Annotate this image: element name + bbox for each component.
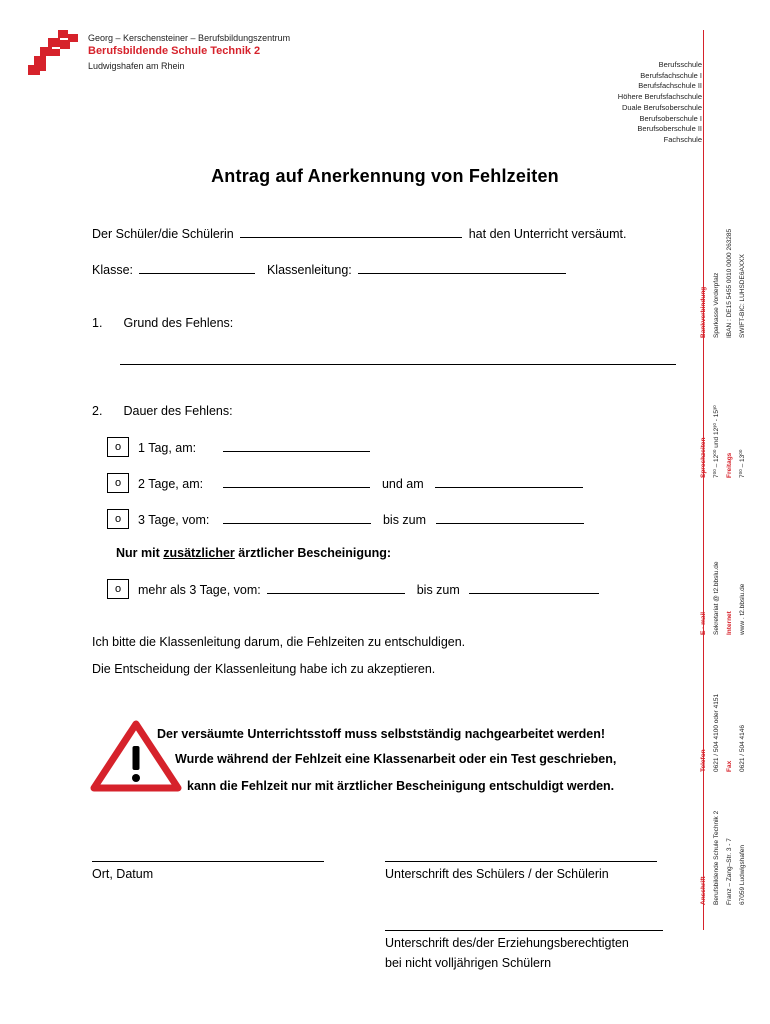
option-3-days-checkbox[interactable]: o <box>107 509 129 529</box>
sidebar-hours <box>697 405 749 478</box>
reason-label: Grund des Fehlens: <box>123 316 234 330</box>
sidebar-fax-label: Fax <box>726 760 733 772</box>
option-more-days-row <box>138 582 599 597</box>
option-more-days-to-field[interactable] <box>469 582 599 594</box>
sidebar-friday-label: Freitags <box>726 452 733 478</box>
sidebar-mail-label: E - mail <box>700 611 707 635</box>
school-type: Berufsoberschule II <box>637 124 702 134</box>
reason-heading <box>92 316 233 330</box>
sidebar-address <box>697 811 749 905</box>
sidebar-mail-line1: Sekretariat @ t2.bbslu.de <box>713 561 720 635</box>
attest-note <box>116 546 391 560</box>
duration-label: Dauer des Fehlens: <box>123 404 233 418</box>
student-signature-label: Unterschrift des Schülers / der Schülerin <box>385 867 609 881</box>
parent-signature-field[interactable] <box>385 930 663 931</box>
teacher-field[interactable] <box>358 262 566 274</box>
school-type: Fachschule <box>663 134 702 144</box>
class-row <box>92 262 566 277</box>
school-city: Ludwigshafen am Rhein <box>88 61 185 71</box>
warning-line-3: kann die Fehlzeit nur mit ärztlicher Bescheinigung entschuldigt werden. <box>187 779 615 793</box>
school-type: Berufsoberschule I <box>639 113 702 123</box>
option-more-days-to-label: bis zum <box>416 583 460 597</box>
school-type: Berufsfachschule I <box>640 70 702 80</box>
student-row <box>92 226 626 241</box>
request-line-2: Die Entscheidung der Klassenleitung habe ich zu akzeptieren. <box>92 662 436 676</box>
sidebar-hours-label: Sprechzeiten <box>700 437 707 478</box>
sidebar-divider <box>703 30 704 930</box>
option-3-days-to-field[interactable] <box>436 512 584 524</box>
school-types-list <box>618 60 702 146</box>
option-3-days-to-label: bis zum <box>382 513 427 527</box>
sidebar-phone-line1: 0621 / 504 4100 oder 4151 <box>713 693 720 772</box>
sidebar-hours-line2: 7⁰⁰ – 13⁰⁰ <box>739 449 746 478</box>
option-3-days-row <box>138 512 584 527</box>
sidebar-hours-line1: 7⁰⁰ – 12⁰⁰ und 12³⁰ - 15³⁰ <box>713 405 720 478</box>
sidebar-bank-line3: SWIFT-BIC: LUHSDE6AXXX <box>739 254 746 338</box>
reason-field[interactable] <box>120 364 676 365</box>
option-3-days-label: 3 Tage, vom: <box>138 513 210 527</box>
option-2-days-checkbox[interactable]: o <box>107 473 129 493</box>
warning-line-2: Wurde während der Fehlzeit eine Klassenarbeit oder ein Test geschrieben, <box>175 752 617 766</box>
option-1-day-date-field[interactable] <box>223 440 370 452</box>
student-label: Der Schüler/die Schülerin <box>92 227 234 241</box>
sidebar-address-line2: Franz – Zang–Str. 3 - 7 <box>726 838 733 905</box>
option-2-days-and-label: und am <box>381 477 424 491</box>
duration-heading <box>92 404 233 418</box>
sidebar-phone-line2: 0621 / 504 4146 <box>739 725 746 772</box>
sidebar-bank-line2: IBAN : DE15 5455 0010 0000 263285 <box>726 228 733 338</box>
option-2-days-date1-field[interactable] <box>223 476 370 488</box>
option-2-days-date2-field[interactable] <box>435 476 583 488</box>
sidebar-address-line1: Berufsbildende Schule Technik 2 <box>713 810 720 905</box>
school-center-name: Georg – Kerschensteiner – Berufsbildungszentrum <box>88 33 291 43</box>
attest-emphasis: zusätzlicher <box>163 546 235 560</box>
school-name: Berufsbildende Schule Technik 2 <box>88 45 261 57</box>
option-1-day-row <box>138 440 370 455</box>
option-2-days-row <box>138 476 583 491</box>
sidebar-phone-label: Telefon <box>700 749 707 772</box>
school-type: Duale Berufsoberschule <box>621 102 702 112</box>
sidebar-address-line3: 67059 Ludwigshafen <box>739 845 746 905</box>
place-date-field[interactable] <box>92 861 324 862</box>
sidebar-bank <box>697 229 749 338</box>
sidebar-mail-line2: www . t2.bbslu.de <box>739 583 746 635</box>
option-more-days-from-field[interactable] <box>267 582 405 594</box>
warning-line-1: Der versäumte Unterrichtsstoff muss selbstständig nachgearbeitet werden! <box>157 727 606 741</box>
option-1-day-checkbox[interactable]: o <box>107 437 129 457</box>
parent-signature-label: Unterschrift des/der Erziehungsberechtigten <box>385 936 629 950</box>
teacher-label: Klassenleitung: <box>266 263 352 277</box>
attest-suffix: ärztlicher Bescheinigung: <box>234 546 392 560</box>
option-more-days-label: mehr als 3 Tage, vom: <box>138 583 261 597</box>
school-type: Berufsschule <box>658 60 702 69</box>
option-more-days-checkbox[interactable]: o <box>107 579 129 599</box>
student-suffix: hat den Unterricht versäumt. <box>468 227 627 241</box>
school-logo <box>28 30 80 78</box>
class-field[interactable] <box>139 262 255 274</box>
sidebar-internet-label: Internet <box>726 611 733 635</box>
reason-number: 1. <box>92 316 103 330</box>
school-type: Höhere Berufsfachschule <box>617 92 702 102</box>
student-signature-field[interactable] <box>385 861 657 862</box>
class-label: Klasse: <box>92 263 133 277</box>
sidebar-phone <box>697 694 749 772</box>
sidebar-address-label: Anschrift <box>700 876 707 905</box>
option-1-day-label: 1 Tag, am: <box>138 441 197 455</box>
request-line-1: Ich bitte die Klassenleitung darum, die Fehlzeiten zu entschuldigen. <box>92 635 466 649</box>
sidebar-bank-line1: Sparkasse Vorderpfalz <box>713 272 720 338</box>
attest-prefix: Nur mit <box>116 546 164 560</box>
place-date-label: Ort, Datum <box>92 867 154 881</box>
form-title: Antrag auf Anerkennung von Fehlzeiten <box>211 166 559 186</box>
option-3-days-from-field[interactable] <box>223 512 371 524</box>
student-name-field[interactable] <box>240 226 462 238</box>
school-type: Berufsfachschule II <box>638 81 702 91</box>
sidebar-mail <box>697 562 749 635</box>
parent-signature-note: bei nicht volljährigen Schülern <box>385 956 552 970</box>
option-2-days-label: 2 Tage, am: <box>138 477 204 491</box>
sidebar-bank-label: Bankverbindung <box>700 286 707 338</box>
duration-number: 2. <box>92 404 103 418</box>
